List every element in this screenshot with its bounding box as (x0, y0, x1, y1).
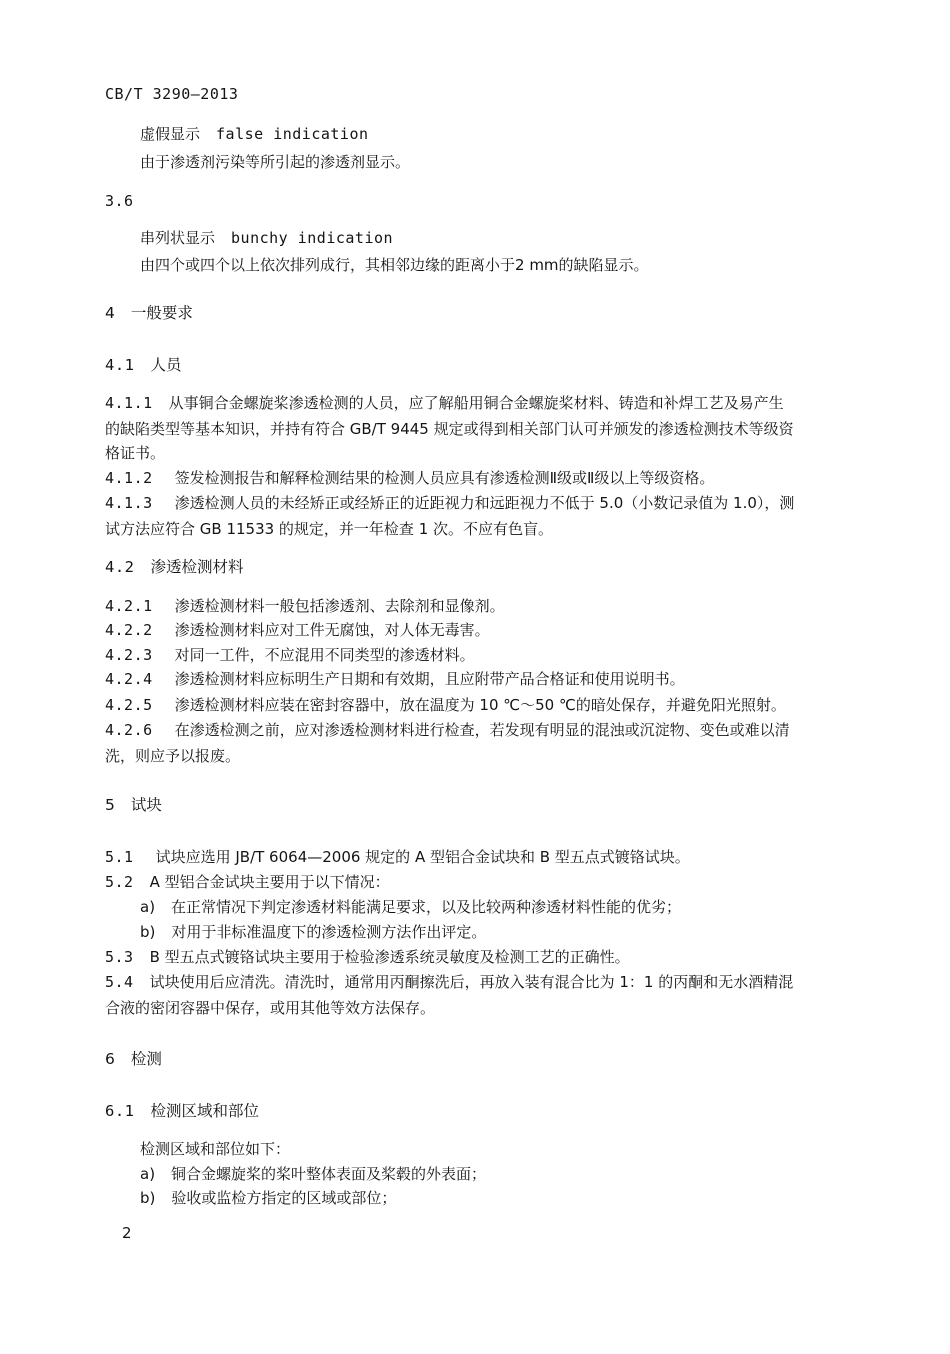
definition-3-5: 由于渗透剂污染等所引起的渗透剂显示。 (140, 153, 411, 171)
clause-5-4-line2: 合液的密闭容器中保存，或用其他等效方法保存。 (105, 999, 436, 1017)
clause-number: 4.1 (105, 356, 135, 374)
page-number: 2 (122, 1224, 132, 1242)
clause-text: 渗透检测材料应装在密封容器中，放在温度为 10 ℃～50 ℃的暗处保存，并避免阳光照射。 (174, 696, 786, 714)
list-mark: a) (140, 1165, 156, 1183)
clause-text: B 型五点式镀铬试块主要用于检验渗透系统灵敏度及检测工艺的正确性。 (149, 948, 630, 966)
clause-number: 4.2.3 (105, 646, 153, 664)
section-title: 检测 (130, 1050, 162, 1068)
clause-number: 4.2 (105, 558, 135, 576)
clause-text: 渗透检测材料应标明生产日期和有效期，且应附带产品合格证和使用说明书。 (174, 670, 685, 688)
clause-6-1-intro: 检测区域和部位如下： (140, 1140, 291, 1158)
clause-5-3 (105, 946, 630, 968)
clause-4-1-heading (105, 354, 182, 376)
list-text: 对用于非标准温度下的渗透检测方法作出评定。 (171, 923, 487, 941)
list-mark: b) (140, 1189, 156, 1207)
term-en: false indication (216, 125, 369, 143)
clause-number: 5.1 (105, 848, 134, 866)
clause-4-1-1-line2: 的缺陷类型等基本知识，并持有符合 GB/T 9445 规定或得到相关部门认可并颁发的渗透检测技术等级资 (105, 420, 794, 438)
list-text: 铜合金螺旋桨的桨叶整体表面及桨毂的外表面； (171, 1165, 487, 1183)
clause-4-1-1 (105, 392, 784, 414)
term-en: bunchy indication (231, 229, 394, 247)
section-4-heading (105, 302, 193, 324)
term-cn: 串列状显示 (140, 229, 216, 247)
clause-4-1-3 (105, 492, 794, 514)
clause-3-6-number: 3.6 (105, 192, 134, 210)
list-item (140, 896, 681, 918)
definition-3-6: 由四个或四个以上依次排列成行，其相邻边缘的距离小于2 mm的缺陷显示。 (140, 256, 649, 274)
clause-number: 4.1.2 (105, 469, 153, 487)
clause-title: 检测区域和部位 (150, 1102, 260, 1120)
clause-text: 对同一工件，不应混用不同类型的渗透材料。 (174, 646, 475, 664)
clause-4-1-1-line3: 格证书。 (105, 444, 166, 462)
clause-text: A 型铝合金试块主要用于以下情况： (149, 873, 390, 891)
clause-4-1-3-line2: 试方法应符合 GB 11533 的规定，并一年检查 1 次。不应有色盲。 (105, 520, 554, 538)
clause-number: 4.2.6 (105, 721, 153, 739)
clause-5-1 (105, 846, 690, 868)
clause-4-2-3 (105, 644, 475, 666)
section-5-heading (105, 794, 162, 816)
clause-4-2-1 (105, 595, 505, 617)
clause-4-2-2 (105, 619, 490, 641)
term-cn: 虚假显示 (140, 125, 201, 143)
clause-4-2-6-line2: 洗，则应予以报废。 (105, 747, 241, 765)
clause-text: 从事铜合金螺旋桨渗透检测的人员，应了解船用铜合金螺旋桨材料、铸造和补焊工艺及易产生 (168, 394, 784, 412)
section-number: 5 (105, 796, 115, 814)
clause-text: 试块应选用 JB/T 6064—2006 规定的 A 型铝合金试块和 B 型五点式镀铬试块。 (155, 848, 690, 866)
clause-4-1-2 (105, 467, 714, 489)
clause-number: 4.1.1 (105, 394, 153, 412)
clause-text: 渗透检测材料一般包括渗透剂、去除剂和显像剂。 (174, 597, 505, 615)
term-3-6 (140, 227, 393, 249)
list-mark: b) (140, 923, 156, 941)
clause-number: 4.2.5 (105, 696, 153, 714)
clause-5-4 (105, 971, 793, 993)
clause-number: 5.2 (105, 873, 134, 891)
clause-4-2-4 (105, 668, 685, 690)
list-item (140, 1187, 396, 1209)
clause-number: 5.3 (105, 948, 134, 966)
clause-number: 4.2.2 (105, 621, 153, 639)
section-number: 6 (105, 1050, 115, 1068)
section-title: 一般要求 (130, 304, 193, 322)
clause-text: 渗透检测人员的未经矫正或经矫正的近距视力和远距视力不低于 5.0（小数记录值为 1.0），测 (174, 494, 795, 512)
standard-code: CB/T 3290—2013 (105, 85, 239, 103)
clause-number: 4.2.4 (105, 670, 153, 688)
clause-title: 人员 (150, 356, 182, 374)
clause-number: 4.1.3 (105, 494, 153, 512)
clause-4-2-5 (105, 694, 786, 716)
list-text: 在正常情况下判定渗透材料能满足要求，以及比较两种渗透材料性能的优劣； (171, 898, 682, 916)
clause-5-2 (105, 871, 390, 893)
clause-text: 渗透检测材料应对工件无腐蚀，对人体无毒害。 (174, 621, 490, 639)
clause-4-2-6 (105, 719, 790, 741)
section-6-heading (105, 1048, 162, 1070)
list-item (140, 1163, 486, 1185)
clause-text: 签发检测报告和解释检测结果的检测人员应具有渗透检测Ⅱ级或Ⅱ级以上等级资格。 (174, 469, 715, 487)
clause-number: 6.1 (105, 1102, 135, 1120)
clause-text: 试块使用后应清洗。清洗时，通常用丙酮擦洗后，再放入装有混合比为 1：1 的丙酮和无水酒精混 (149, 973, 794, 991)
list-mark: a) (140, 898, 156, 916)
clause-title: 渗透检测材料 (150, 558, 244, 576)
clause-text: 在渗透检测之前，应对渗透检测材料进行检查，若发现有明显的混浊或沉淀物、变色或难以清 (174, 721, 790, 739)
section-title: 试块 (130, 796, 162, 814)
list-item (140, 921, 486, 943)
clause-6-1-heading (105, 1100, 259, 1122)
term-3-5 (140, 123, 369, 145)
section-number: 4 (105, 304, 115, 322)
clause-4-2-heading (105, 556, 244, 578)
clause-number: 4.2.1 (105, 597, 153, 615)
list-text: 验收或监检方指定的区域或部位； (171, 1189, 397, 1207)
clause-number: 5.4 (105, 973, 134, 991)
